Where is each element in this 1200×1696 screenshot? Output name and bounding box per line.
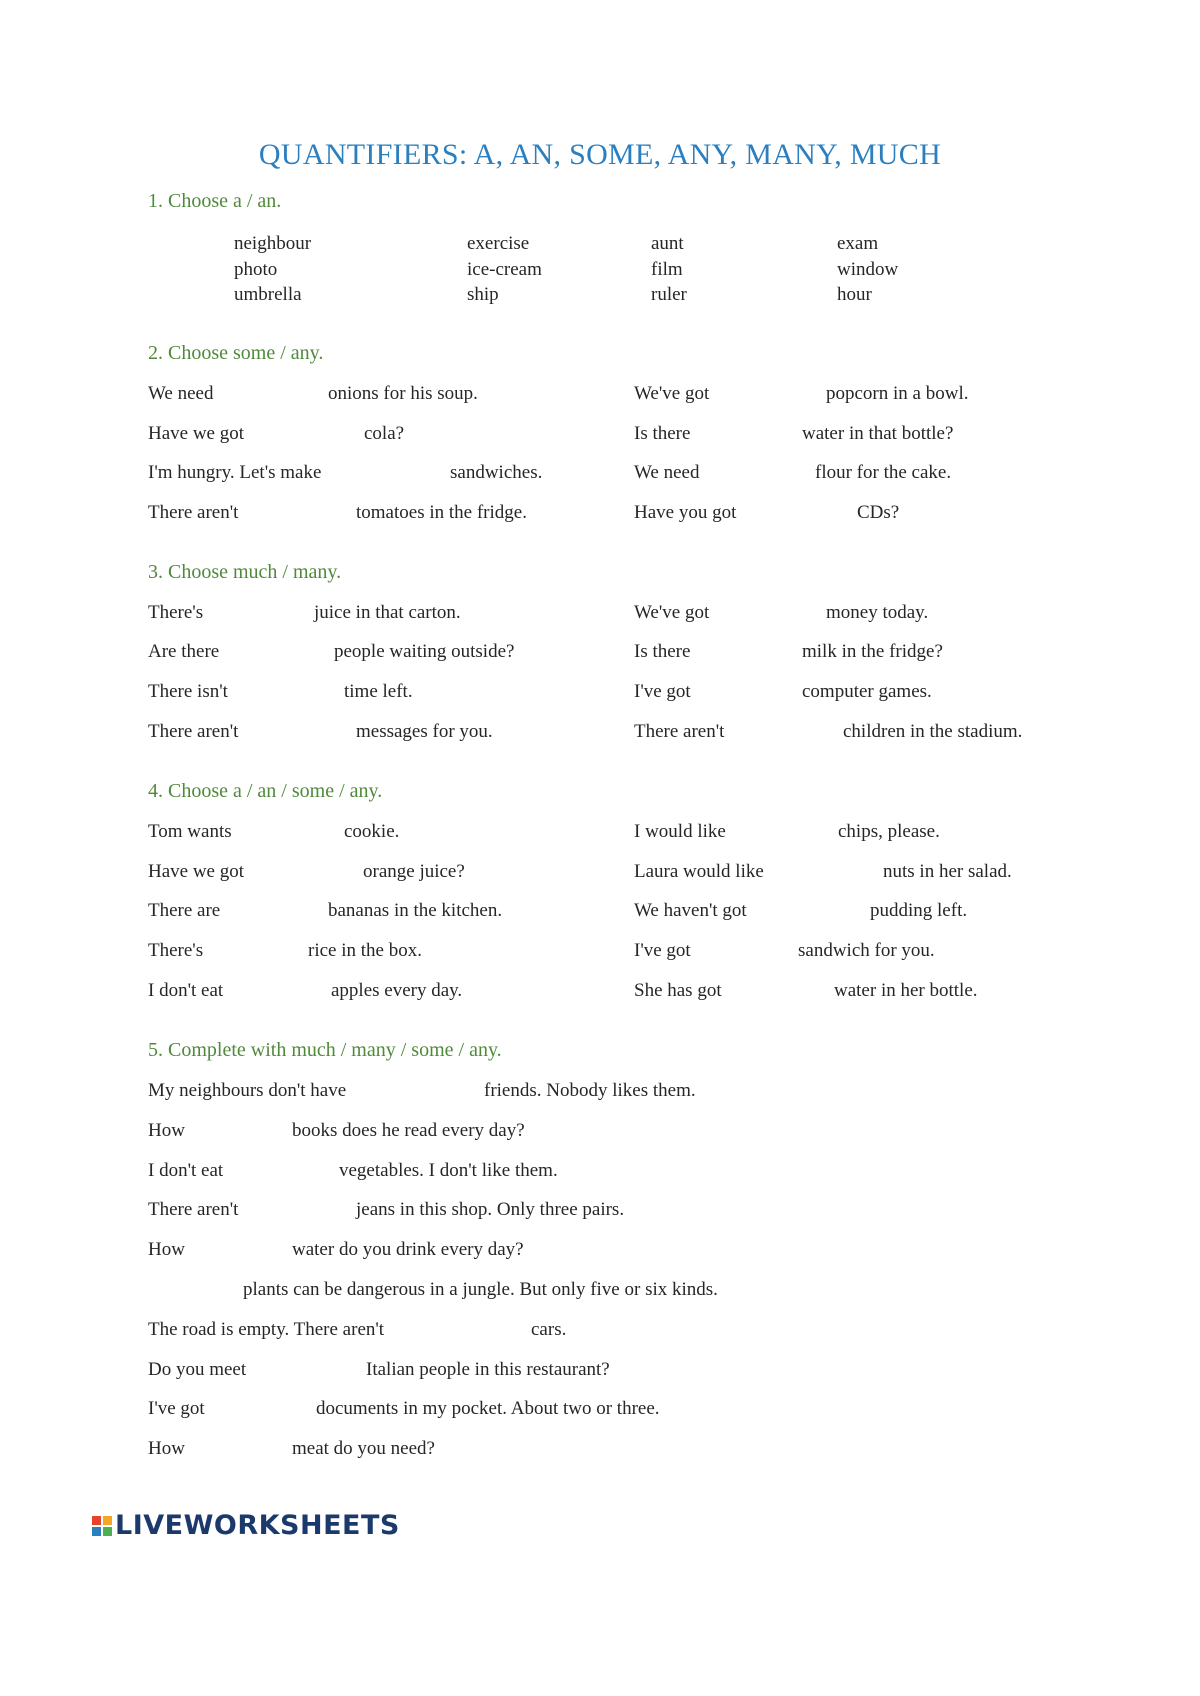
sentence-end: bananas in the kitchen.: [328, 900, 503, 921]
sentence-end: onions for his soup.: [328, 383, 478, 404]
sentence-start: How: [148, 1438, 185, 1459]
sentence-start: We need: [148, 383, 214, 404]
word: ship: [467, 284, 499, 305]
sentence-end: meat do you need?: [292, 1438, 435, 1459]
word: hour: [837, 284, 872, 305]
section-4-heading: 4. Choose a / an / some / any.: [148, 780, 383, 802]
word: exercise: [467, 233, 530, 254]
sentence-start: How: [148, 1239, 185, 1260]
sentence-start: Tom wants: [148, 821, 232, 842]
sentence-start: I don't eat: [148, 1160, 224, 1181]
page-title: QUANTIFIERS: A, AN, SOME, ANY, MANY, MUCH: [258, 138, 942, 171]
section-1-heading: 1. Choose a / an.: [148, 190, 282, 212]
sentence-start: I'm hungry. Let's make: [148, 462, 322, 483]
sentence-end: sandwich for you.: [798, 940, 935, 961]
logo-text: LIVEWORKSHEETS: [115, 1510, 400, 1541]
word: window: [837, 259, 899, 280]
sentence-end: juice in that carton.: [314, 602, 461, 623]
sentence-end: pudding left.: [870, 900, 968, 921]
sentence-start: Have we got: [148, 423, 245, 444]
word: ruler: [651, 284, 687, 305]
sentence-end: time left.: [344, 681, 413, 702]
sentence-start: There are: [148, 900, 221, 921]
sentence-end: plants can be dangerous in a jungle. But only five or six kinds.: [243, 1279, 718, 1300]
word: neighbour: [234, 233, 312, 254]
section-3-heading: 3. Choose much / many.: [148, 561, 342, 583]
sentence-end: cola?: [364, 423, 405, 444]
sentence-start: We need: [634, 462, 700, 483]
sentence-start: I've got: [148, 1398, 205, 1419]
sentence-start: There aren't: [148, 721, 239, 742]
sentence-end: milk in the fridge?: [802, 641, 943, 662]
word: exam: [837, 233, 879, 254]
sentence-end: people waiting outside?: [334, 641, 515, 662]
sentence-start: We haven't got: [634, 900, 747, 921]
sentence-end: computer games.: [802, 681, 932, 702]
sentence-end: cars.: [531, 1319, 567, 1340]
sentence-end: sandwiches.: [450, 462, 543, 483]
sentence-end: nuts in her salad.: [883, 861, 1012, 882]
sentence-start: There isn't: [148, 681, 228, 702]
sentence-start: Are there: [148, 641, 220, 662]
sentence-end: messages for you.: [356, 721, 493, 742]
sentence-end: water do you drink every day?: [292, 1239, 524, 1260]
sentence-start: There's: [148, 940, 204, 961]
word: aunt: [651, 233, 684, 254]
liveworksheets-logo: [92, 1510, 400, 1541]
sentence-start: I've got: [634, 940, 691, 961]
sentence-start: There's: [148, 602, 204, 623]
sentence-end: tomatoes in the fridge.: [356, 502, 527, 523]
section-5-heading: 5. Complete with much / many / some / any.: [148, 1039, 502, 1061]
sentence-start: How: [148, 1120, 185, 1141]
sentence-start: I would like: [634, 821, 726, 842]
word: photo: [234, 259, 278, 280]
sentence-end: orange juice?: [363, 861, 465, 882]
word: film: [651, 259, 683, 280]
sentence-end: apples every day.: [331, 980, 463, 1001]
sentence-end: vegetables. I don't like them.: [339, 1160, 558, 1181]
sentence-end: flour for the cake.: [815, 462, 952, 483]
word: umbrella: [234, 284, 302, 305]
sentence-start: I don't eat: [148, 980, 224, 1001]
sentence-start: There aren't: [148, 1199, 239, 1220]
sentence-start: Do you meet: [148, 1359, 247, 1380]
logo-grid-icon: [92, 1516, 112, 1536]
sentence-end: jeans in this shop. Only three pairs.: [356, 1199, 625, 1220]
sentence-end: cookie.: [344, 821, 400, 842]
sentence-start: We've got: [634, 602, 710, 623]
sentence-start: Have you got: [634, 502, 737, 523]
section-2-heading: 2. Choose some / any.: [148, 342, 324, 364]
sentence-end: water in her bottle.: [834, 980, 978, 1001]
sentence-start: We've got: [634, 383, 710, 404]
sentence-end: money today.: [826, 602, 929, 623]
sentence-start: Laura would like: [634, 861, 764, 882]
sentence-start: Is there: [634, 641, 691, 662]
sentence-end: books does he read every day?: [292, 1120, 525, 1141]
sentence-end: popcorn in a bowl.: [826, 383, 969, 404]
sentence-start: Have we got: [148, 861, 245, 882]
sentence-start: There aren't: [148, 502, 239, 523]
sentence-end: CDs?: [857, 502, 900, 523]
sentence-end: water in that bottle?: [802, 423, 954, 444]
sentence-start: Is there: [634, 423, 691, 444]
sentence-start: The road is empty. There aren't: [148, 1319, 385, 1340]
sentence-end: Italian people in this restaurant?: [366, 1359, 610, 1380]
word: ice-cream: [467, 259, 542, 280]
sentence-end: rice in the box.: [308, 940, 422, 961]
sentence-start: There aren't: [634, 721, 725, 742]
sentence-end: documents in my pocket. About two or three.: [316, 1398, 660, 1419]
sentence-end: friends. Nobody likes them.: [484, 1080, 696, 1101]
sentence-start: She has got: [634, 980, 722, 1001]
sentence-end: chips, please.: [838, 821, 940, 842]
sentence-start: My neighbours don't have: [148, 1080, 347, 1101]
sentence-end: children in the stadium.: [843, 721, 1023, 742]
sentence-start: I've got: [634, 681, 691, 702]
